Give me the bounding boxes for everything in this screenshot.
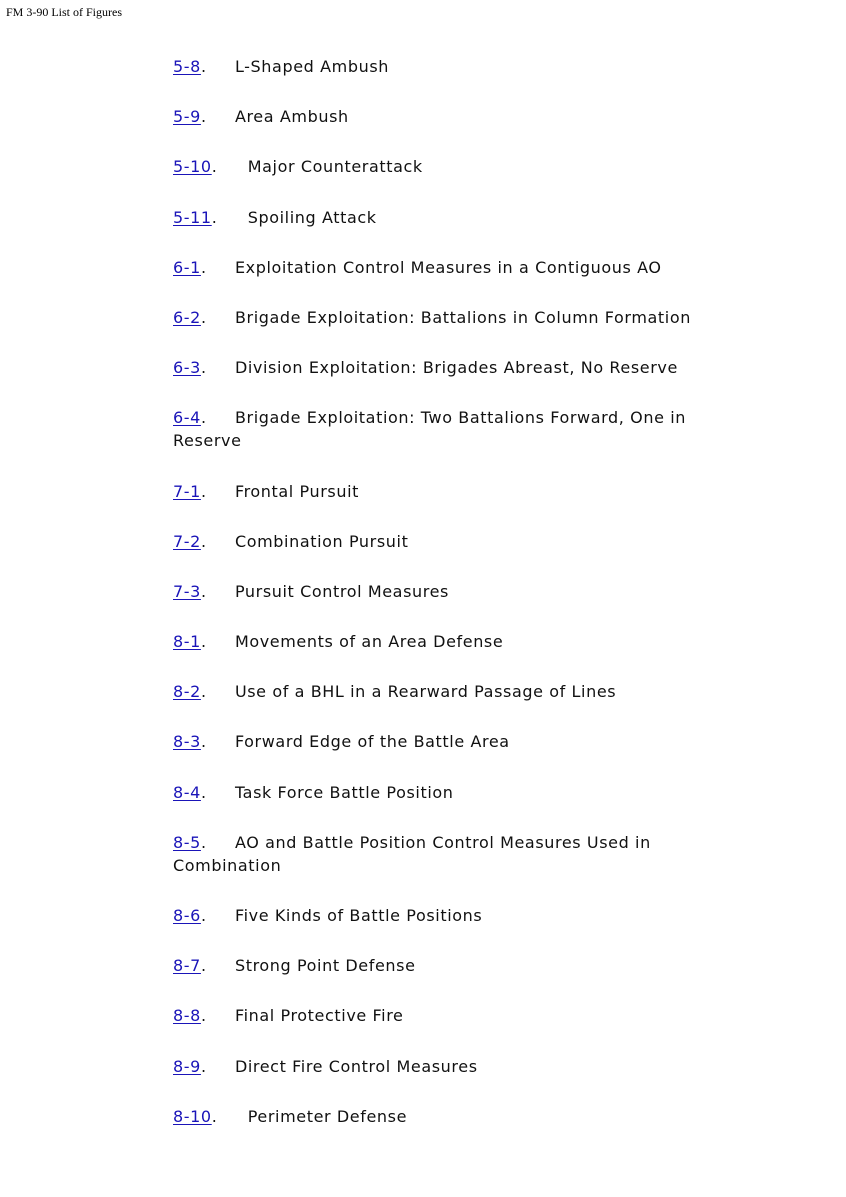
figure-title: Task Force Battle Position <box>234 782 454 802</box>
figure-link[interactable]: 8-7 <box>173 956 201 976</box>
figure-item: 5-8. L-Shaped Ambush <box>173 57 389 76</box>
figure-title: Pursuit Control Measures <box>234 581 449 601</box>
figure-link[interactable]: 5-8 <box>173 57 201 76</box>
figure-item: 8-10. Perimeter Defense <box>173 1106 408 1126</box>
figure-link[interactable]: 8-4 <box>173 782 201 802</box>
figure-item: 8-4. Task Force Battle Position <box>173 782 454 802</box>
figure-title: Direct Fire Control Measures <box>234 1056 478 1076</box>
figure-title: Combination Pursuit <box>234 531 409 551</box>
figure-item: 6-2. Brigade Exploitation: Battalions in Column Formation <box>173 307 691 327</box>
figure-link[interactable]: 6-1 <box>173 257 201 277</box>
figure-item: 6-3. Division Exploitation: Brigades Abreast, No Reserve <box>173 358 678 378</box>
figure-title: Area Ambush <box>234 107 349 127</box>
figure-link[interactable]: 8-2 <box>173 682 201 702</box>
figure-title: Spoiling Attack <box>247 207 377 227</box>
figure-title: Movements of an Area Defense <box>234 632 504 652</box>
figure-title: Final Protective Fire <box>234 1006 404 1026</box>
figure-item: 8-1. Movements of an Area Defense <box>173 632 504 652</box>
figure-item: 6-4. Brigade Exploitation: Two Battalions Forward, One in Reserve <box>173 408 687 451</box>
figure-link[interactable]: 5-9 <box>173 107 201 127</box>
figure-title: Brigade Exploitation: Two Battalions Forward, One in Reserve <box>173 408 687 451</box>
figure-link[interactable]: 6-3 <box>173 358 201 378</box>
figure-link[interactable]: 7-2 <box>173 531 201 551</box>
figure-link[interactable]: 8-10 <box>173 1106 212 1126</box>
figure-title: Forward Edge of the Battle Area <box>234 732 510 752</box>
figure-link[interactable]: 5-10 <box>173 157 212 177</box>
figure-link[interactable]: 8-6 <box>173 906 201 925</box>
figure-item: 8-6. Five Kinds of Battle Positions <box>173 906 483 925</box>
figure-title: L-Shaped Ambush <box>234 57 389 76</box>
figure-title: AO and Battle Position Control Measures Used in Combination <box>173 832 651 875</box>
figure-title: Use of a BHL in a Rearward Passage of Lines <box>234 682 617 702</box>
figure-link[interactable]: 6-2 <box>173 307 201 327</box>
figure-title: Strong Point Defense <box>234 956 416 976</box>
figure-item: 8-9. Direct Fire Control Measures <box>173 1056 478 1076</box>
figure-item: 8-5. AO and Battle Position Control Measures Used in Combination <box>173 832 651 875</box>
figure-item: 6-1. Exploitation Control Measures in a Contiguous AO <box>173 257 662 277</box>
figure-item: 5-9. Area Ambush <box>173 107 349 127</box>
figure-title: Exploitation Control Measures in a Contiguous AO <box>234 257 662 277</box>
figure-link[interactable]: 7-3 <box>173 581 201 601</box>
figure-title: Perimeter Defense <box>247 1106 408 1126</box>
figure-link[interactable]: 7-1 <box>173 481 201 501</box>
figure-item: 8-2. Use of a BHL in a Rearward Passage of Lines <box>173 682 617 702</box>
figure-link[interactable]: 8-8 <box>173 1006 201 1026</box>
figure-title: Major Counterattack <box>247 157 423 177</box>
figure-link[interactable]: 8-9 <box>173 1056 201 1076</box>
figure-list <box>173 55 713 1155</box>
figure-item: 8-3. Forward Edge of the Battle Area <box>173 732 510 752</box>
figure-link[interactable]: 6-4 <box>173 408 201 428</box>
figure-link[interactable]: 8-3 <box>173 732 201 752</box>
figure-item: 5-11. Spoiling Attack <box>173 207 377 227</box>
figure-item: 7-1. Frontal Pursuit <box>173 481 360 501</box>
figure-link[interactable]: 8-5 <box>173 832 201 852</box>
figure-item: 8-8. Final Protective Fire <box>173 1006 404 1026</box>
figure-item: 7-3. Pursuit Control Measures <box>173 581 449 601</box>
figure-item: 8-7. Strong Point Defense <box>173 956 416 976</box>
figure-title: Five Kinds of Battle Positions <box>234 906 483 925</box>
figure-link[interactable]: 5-11 <box>173 207 212 227</box>
figure-title: Brigade Exploitation: Battalions in Column Formation <box>234 307 691 327</box>
figure-title: Frontal Pursuit <box>234 481 360 501</box>
figure-item: 5-10. Major Counterattack <box>173 157 423 177</box>
figure-link[interactable]: 8-1 <box>173 632 201 652</box>
figure-item: 7-2. Combination Pursuit <box>173 531 409 551</box>
figure-title: Division Exploitation: Brigades Abreast, No Reserve <box>234 358 678 378</box>
page-header-title: FM 3-90 List of Figures <box>6 5 123 19</box>
